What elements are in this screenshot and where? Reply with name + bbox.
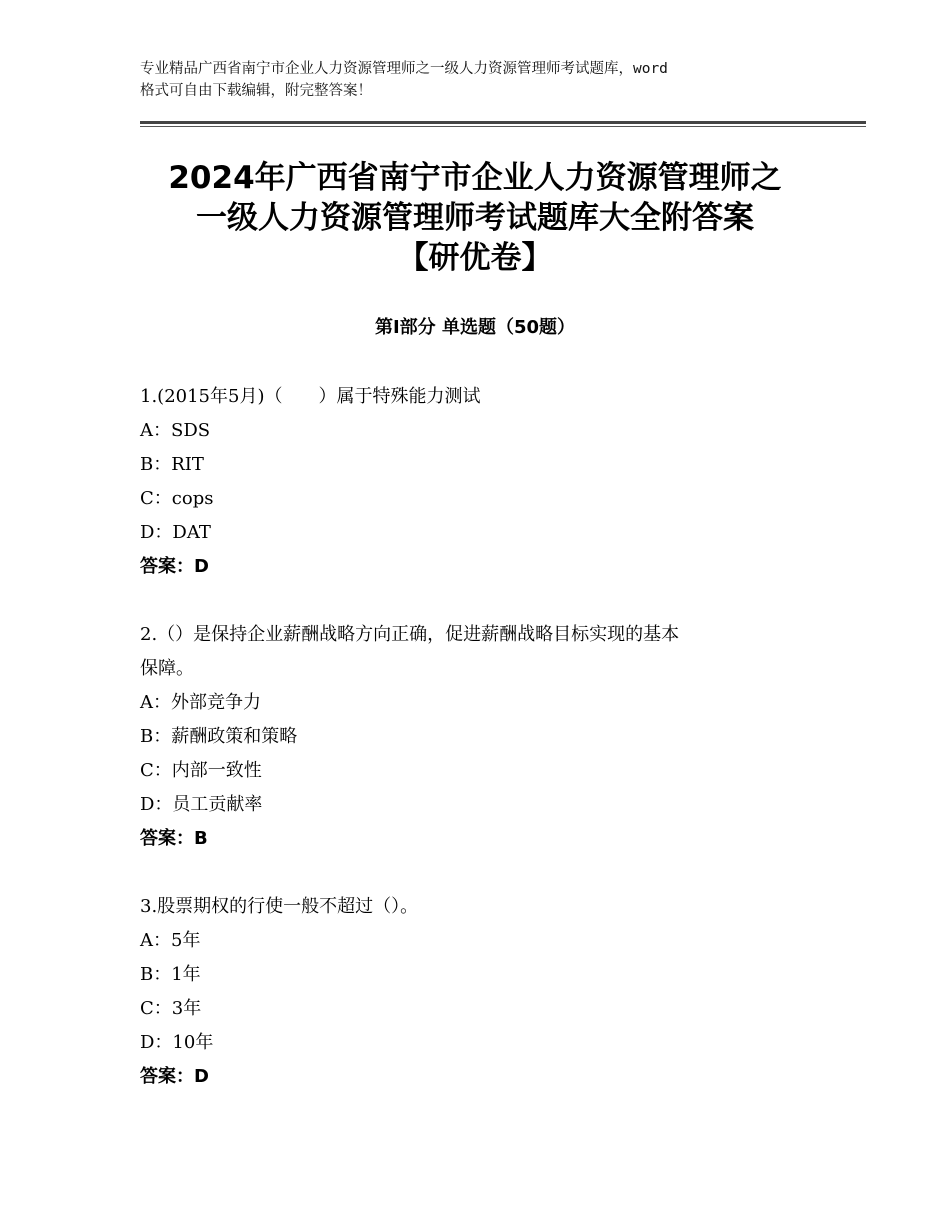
option-a: A：SDS: [140, 420, 211, 441]
document-title: [100, 158, 850, 278]
option-d: D：员工贡献率: [140, 794, 263, 815]
option-b: B：薪酬政策和策略: [140, 726, 298, 747]
option-c: C：cops: [140, 488, 214, 509]
question-1: [140, 380, 820, 584]
option-d: D：10年: [140, 1032, 214, 1053]
document-title-line-2: 一级人力资源管理师考试题库大全附答案: [196, 200, 754, 236]
question-stem: 3.股票期权的行使一般不超过（）。: [140, 896, 419, 917]
option-d: D：DAT: [140, 522, 211, 543]
option-c: C：内部一致性: [140, 760, 262, 781]
question-list: [140, 380, 820, 1128]
answer-label: 答案：D: [140, 1066, 209, 1087]
question-2: [140, 618, 820, 856]
header-note-line-2: 格式可自由下载编辑，附完整答案！: [140, 83, 372, 99]
header-divider-thick: [140, 121, 866, 124]
answer-label: 答案：B: [140, 828, 208, 849]
header-divider-thin: [140, 126, 866, 127]
option-b: B：1年: [140, 964, 201, 985]
section-title: 第Ⅰ部分 单选题（50题）: [374, 317, 575, 338]
question-stem: 2.（）是保持企业薪酬战略方向正确，促进薪酬战略目标实现的基本: [140, 624, 680, 645]
question-stem: 1.(2015年5月)（ ）属于特殊能力测试: [140, 386, 481, 407]
answer-label: 答案：D: [140, 556, 209, 577]
option-a: A：外部竞争力: [140, 692, 261, 713]
option-c: C：3年: [140, 998, 202, 1019]
header-note-line-1: 专业精品广西省南宁市企业人力资源管理师之一级人力资源管理师考试题库，word: [140, 61, 668, 77]
option-b: B：RIT: [140, 454, 204, 475]
option-a: A：5年: [140, 930, 201, 951]
header-note: [140, 58, 830, 102]
question-3: [140, 890, 820, 1094]
document-title-line-3: 【研优卷】: [397, 240, 553, 276]
question-stem-continued: 保障。: [140, 658, 194, 679]
document-title-line-1: 2024年广西省南宁市企业人力资源管理师之: [168, 160, 782, 196]
